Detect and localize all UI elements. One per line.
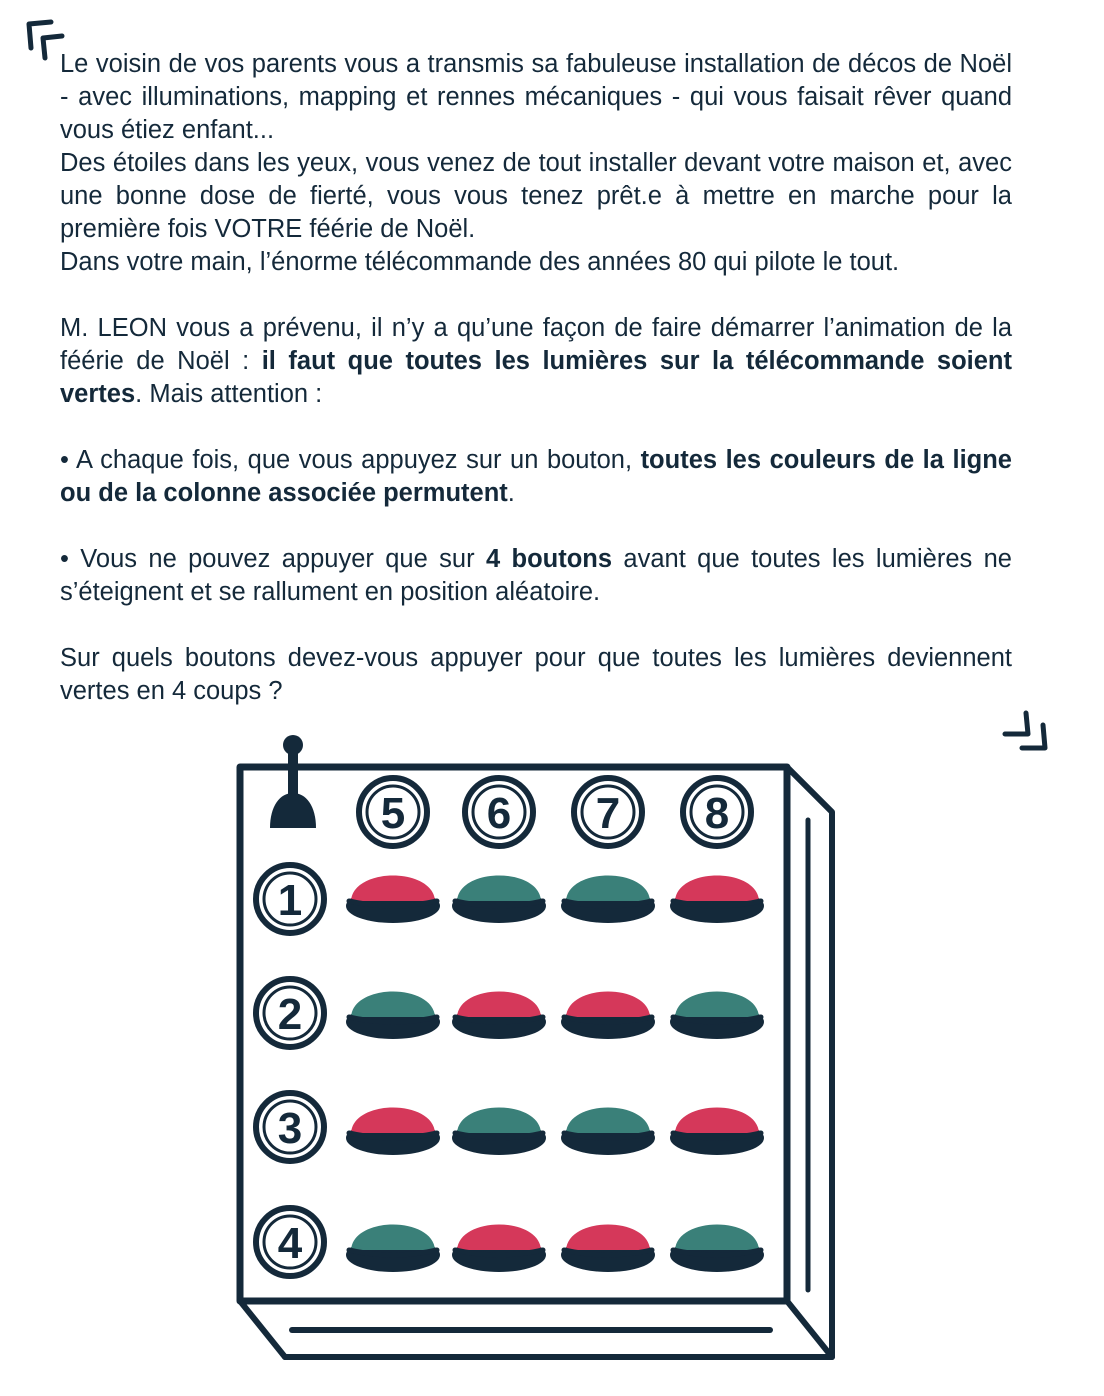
light-dome <box>351 992 435 1018</box>
row-button-2[interactable] <box>256 979 324 1047</box>
light-dome <box>566 992 650 1018</box>
button-number: 2 <box>277 990 303 1039</box>
button-number: 7 <box>595 789 621 838</box>
light-r4-c1 <box>346 1225 440 1273</box>
intro-paragraph-1: Le voisin de vos parents vous a transmis sa fabuleuse installation de décos de Noël - avec illuminations, mapping et rennes mécaniques - qui vous faisait rêver quand vous étiez enfant... <box>60 50 1012 144</box>
light-dome <box>351 1225 435 1251</box>
row-button-3[interactable] <box>256 1093 324 1161</box>
light-r3-c3 <box>561 1108 655 1156</box>
bullet-1-bold: toutes les couleurs de la ligne ou de la colonne associée permutent <box>60 446 1012 507</box>
light-r2-c2 <box>452 992 546 1040</box>
corner-arrow-top-left-icon <box>29 22 62 58</box>
light-r3-c4 <box>670 1108 764 1156</box>
light-r4-c2 <box>452 1225 546 1273</box>
column-button-5[interactable] <box>359 778 427 846</box>
bullet-2-start: • Vous ne pouvez appuyer que sur <box>60 545 486 573</box>
row-button-1[interactable] <box>256 865 324 933</box>
light-r1-c1 <box>346 876 440 924</box>
light-r2-c4 <box>670 992 764 1040</box>
question-paragraph: Sur quels boutons devez-vous appuyer pour que toutes les lumières deviennent vertes en 4 coups ? <box>60 644 1012 705</box>
light-r3-c1 <box>346 1108 440 1156</box>
light-dome <box>351 1108 435 1134</box>
light-r3-c2 <box>452 1108 546 1156</box>
button-number: 3 <box>277 1104 303 1153</box>
joystick-icon <box>270 735 316 828</box>
rule-text-end: . Mais attention : <box>135 380 323 408</box>
bullet-1-start: • A chaque fois, que vous appuyez sur un bouton, <box>60 446 641 474</box>
light-dome <box>457 1225 541 1251</box>
button-number: 8 <box>704 789 730 838</box>
light-dome <box>675 1225 759 1251</box>
intro-paragraph-2: Des étoiles dans les yeux, vous venez de tout installer devant votre maison et, avec une bonne dose de fierté, vous vous tenez prêt.e à mettre en marche pour la première fois VOTRE féérie de Noël. <box>60 149 1012 243</box>
button-number: 1 <box>277 876 303 925</box>
light-r2-c3 <box>561 992 655 1040</box>
column-button-7[interactable] <box>574 778 642 846</box>
light-dome <box>457 1108 541 1134</box>
intro-paragraph-3: Dans votre main, l’énorme télécommande des années 80 qui pilote le tout. <box>60 248 900 276</box>
bullet-1-end: . <box>507 479 515 507</box>
button-number: 4 <box>277 1219 303 1268</box>
column-buttons <box>359 778 751 846</box>
light-dome <box>457 992 541 1018</box>
light-dome <box>351 876 435 902</box>
button-number: 6 <box>486 789 512 838</box>
light-r4-c4 <box>670 1225 764 1273</box>
bullet-2-end: avant que toutes les lumières ne s’éteignent et se rallument en position aléatoire. <box>60 545 1012 606</box>
rule-text-bold: il faut que toutes les lumières sur la télécommande soient vertes <box>60 347 1012 408</box>
light-dome <box>675 1108 759 1134</box>
corner-arrow-bottom-right-icon <box>1005 713 1045 748</box>
light-dome <box>566 1108 650 1134</box>
light-r4-c3 <box>561 1225 655 1273</box>
row-buttons <box>256 865 324 1276</box>
button-number: 5 <box>380 789 406 838</box>
light-grid <box>346 876 764 1273</box>
column-button-8[interactable] <box>683 778 751 846</box>
light-dome <box>675 992 759 1018</box>
light-dome <box>457 876 541 902</box>
light-dome <box>566 1225 650 1251</box>
rule-text-start: M. LEON vous a prévenu, il n’y a qu’une façon de faire démarrer l’animation de la féérie de Noël : <box>60 314 1012 375</box>
bullet-2-bold: 4 boutons <box>485 545 613 573</box>
light-dome <box>675 876 759 902</box>
row-button-4[interactable] <box>256 1208 324 1276</box>
light-r1-c2 <box>452 876 546 924</box>
light-r2-c1 <box>346 992 440 1040</box>
light-r1-c4 <box>670 876 764 924</box>
light-dome <box>566 876 650 902</box>
column-button-6[interactable] <box>465 778 533 846</box>
light-r1-c3 <box>561 876 655 924</box>
